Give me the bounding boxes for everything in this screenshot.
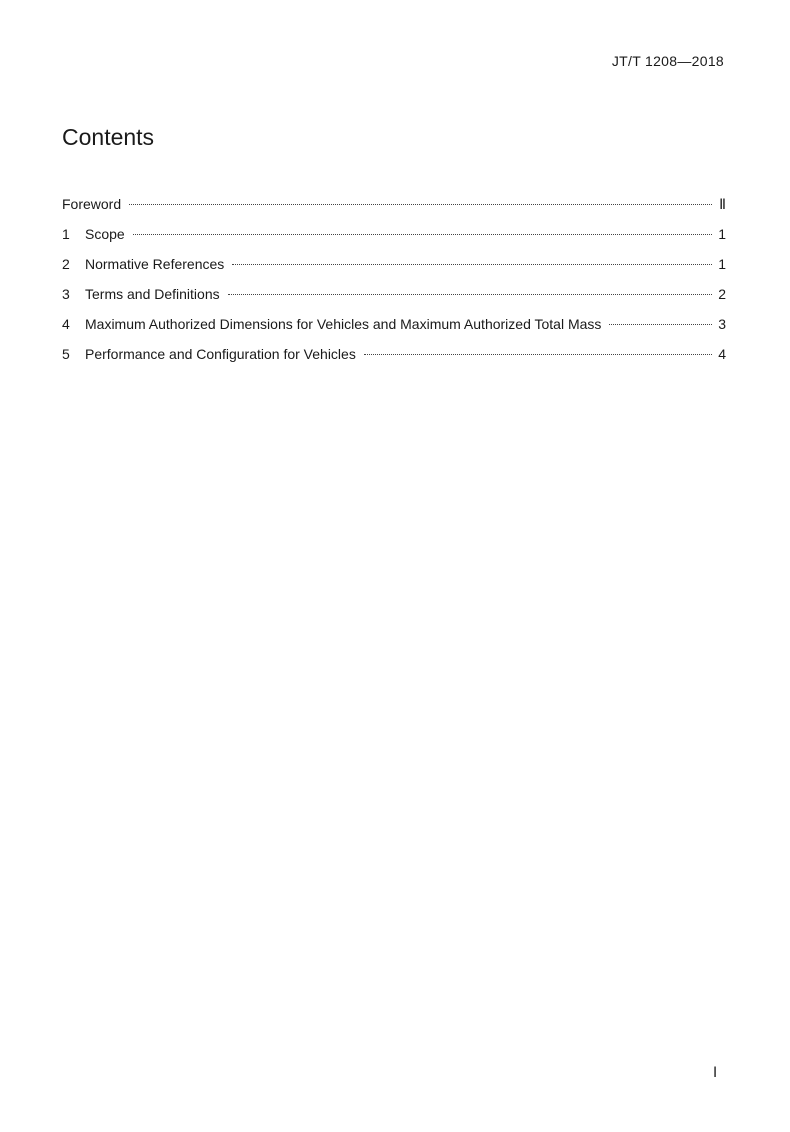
toc-page: 2 — [718, 286, 726, 302]
toc-entry-terms-and-definitions[interactable] — [62, 286, 726, 316]
toc-page: 3 — [718, 316, 726, 332]
toc-leader — [232, 264, 712, 265]
toc-leader — [364, 354, 712, 355]
toc-page: 1 — [718, 226, 726, 242]
toc-number: 1 — [62, 226, 70, 242]
toc-label: Foreword — [62, 196, 122, 212]
toc-number: 2 — [62, 256, 70, 272]
toc-entry-normative-references[interactable] — [62, 256, 726, 286]
table-of-contents — [62, 196, 726, 376]
toc-page: Ⅱ — [719, 196, 726, 212]
page-title: Contents — [62, 124, 155, 150]
toc-label: Maximum Authorized Dimensions for Vehicles and Maximum Authorized Total Mass — [85, 316, 602, 332]
toc-number: 5 — [62, 346, 70, 362]
toc-number: 3 — [62, 286, 70, 302]
toc-label: Terms and Definitions — [85, 286, 220, 302]
toc-entry-foreword[interactable] — [62, 196, 726, 226]
toc-leader — [228, 294, 712, 295]
toc-label: Scope — [85, 226, 125, 242]
toc-entry-scope[interactable] — [62, 226, 726, 256]
toc-page: 4 — [718, 346, 726, 362]
toc-number: 4 — [62, 316, 70, 332]
standard-number: JT/T 1208—2018 — [611, 53, 724, 69]
toc-entry-maximum-authorized-dimensions[interactable] — [62, 316, 726, 346]
toc-label: Performance and Configuration for Vehicles — [85, 346, 356, 362]
toc-entry-performance-and-configuration[interactable] — [62, 346, 726, 376]
page-number: Ⅰ — [713, 1064, 718, 1080]
toc-label: Normative References — [85, 256, 225, 272]
toc-leader — [609, 324, 712, 325]
toc-leader — [133, 234, 712, 235]
toc-leader — [129, 204, 712, 205]
toc-page: 1 — [718, 256, 726, 272]
